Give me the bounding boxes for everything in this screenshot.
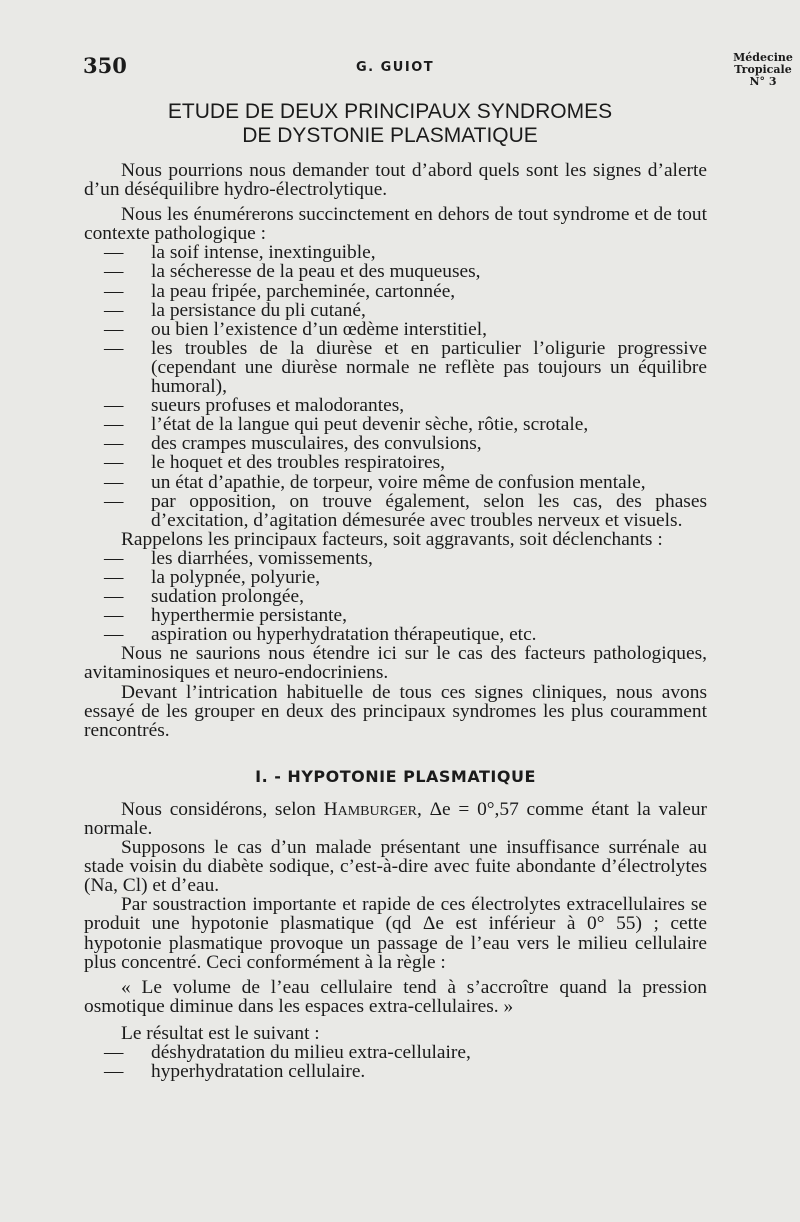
journal-issue: N° 3 xyxy=(749,75,777,88)
list-item: — aspiration ou hyperhydratation thérapeutique, etc. xyxy=(104,625,707,644)
list-item: — ou bien l’existence d’un œdème interstitiel, xyxy=(104,320,707,339)
quote: « Le volume de l’eau cellulaire tend à s’accroître quand la pression osmotique diminue dans les espaces extra-cellulaires. » xyxy=(84,976,707,1017)
paragraph: Rappelons les principaux facteurs, soit aggravants, soit déclenchants : xyxy=(121,528,663,550)
paragraph: Nous les énumérerons succinctement en dehors de tout syndrome et de tout contexte pathologique : xyxy=(84,204,707,245)
list-item: — la peau fripée, parcheminée, cartonnée, xyxy=(104,282,707,301)
paragraph: Devant l’intrication habituelle de tous ces signes cliniques, nous avons essayé de les grouper en deux des principaux syndromes les plus couramment rencontrés. xyxy=(84,681,707,741)
list-item: — l’état de la langue qui peut devenir sèche, rôtie, scrotale, xyxy=(104,415,707,434)
results-list xyxy=(84,1043,707,1081)
signs-list xyxy=(84,243,707,529)
running-author: G. GUIOT xyxy=(356,60,435,75)
title-line: ETUDE DE DEUX PRINCIPAUX SYNDROMES xyxy=(167,100,613,123)
paragraph: Nous ne saurions nous étendre ici sur le cas des facteurs pathologiques, avitaminosiques et neuro-endocriniens. xyxy=(84,643,707,684)
list-item: — le hoquet et des troubles respiratoires, xyxy=(104,453,707,472)
factors-list xyxy=(84,549,707,644)
list-item: — la polypnée, polyurie, xyxy=(104,568,707,587)
list-item: — la persistance du pli cutané, xyxy=(104,301,707,320)
list-item: — sueurs profuses et malodorantes, xyxy=(104,396,707,415)
page-number: 350 xyxy=(83,53,127,78)
paragraph: Supposons le cas d’un malade présentant une insuffisance surrénale au stade voisin du diabète sodique, c’est-à-dire avec fuite abondante d’électrolytes (Na, Cl) et d’eau. xyxy=(84,837,707,897)
paragraph: Par soustraction importante et rapide de ces électrolytes extracellulaires se produit une hypotonie plasmatique (qd Δe est inférieur à 0° 55) ; cette hypotonie plasmatique provoque un passage de l’eau vers le milieu cellulaire plus concentré. Ceci conformément à la règle : xyxy=(84,894,707,973)
list-item: — hyperhydratation cellulaire. xyxy=(104,1062,707,1081)
list-item: — les troubles de la diurèse et en particulier l’oligurie progressive (cependant une diurèse normale ne reflète pas toujours un équilibre humoral), xyxy=(104,339,707,396)
paragraph: Nous pourrions nous demander tout d’abord quels sont les signes d’alerte d’un déséquilibre hydro-électrolytique. xyxy=(84,160,707,201)
list-item: — les diarrhées, vomissements, xyxy=(104,549,707,568)
list-item: — déshydratation du milieu extra-cellulaire, xyxy=(104,1043,707,1062)
author-name: Hamburger xyxy=(323,798,417,820)
journal-subtitle: Tropicale xyxy=(734,63,792,76)
article-title xyxy=(120,100,660,148)
text-run: , Δe = 0°,57 comme étant la valeur normale. xyxy=(84,798,707,839)
text-run: Nous considérons, selon xyxy=(121,798,324,820)
paragraph: Le résultat est le suivant : xyxy=(121,1022,320,1044)
list-item: — des crampes musculaires, des convulsions, xyxy=(104,434,707,453)
list-item: — hyperthermie persistante, xyxy=(104,606,707,625)
list-item: — sudation prolongée, xyxy=(104,587,707,606)
journal-name: Médecine xyxy=(733,51,793,64)
journal-label xyxy=(726,52,800,88)
section-heading: I. - HYPOTONIE PLASMATIQUE xyxy=(255,766,536,786)
list-item: — par opposition, on trouve également, selon les cas, des phases d’excitation, d’agitation démesurée avec troubles nerveux et visuels. xyxy=(104,492,707,530)
title-line: DE DYSTONIE PLASMATIQUE xyxy=(242,124,538,147)
list-item: — un état d’apathie, de torpeur, voire même de confusion mentale, xyxy=(104,473,707,492)
list-item: — la soif intense, inextinguible, xyxy=(104,243,707,262)
list-item: — la sécheresse de la peau et des muqueuses, xyxy=(104,262,707,281)
paragraph xyxy=(84,800,707,838)
article-body xyxy=(84,161,707,1081)
